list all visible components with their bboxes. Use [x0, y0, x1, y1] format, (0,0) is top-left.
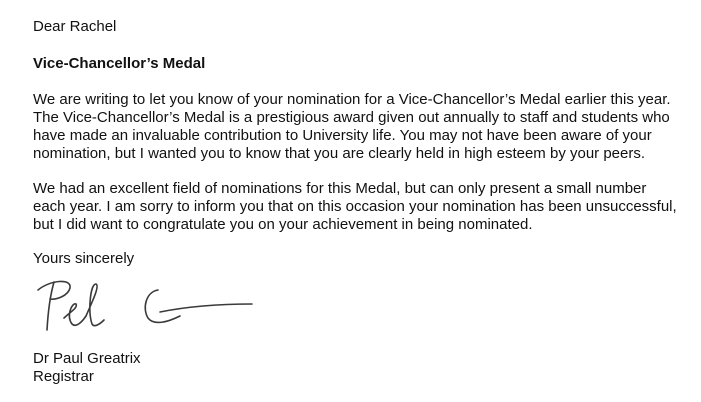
paragraph-2-line: each year. I am sorry to inform you that on this occasion your nomination has been unsuccessful, — [33, 198, 677, 215]
paragraph-1-line: We are writing to let you know of your nomination for a Vice-Chancellor’s Medal earlier this year. — [33, 91, 671, 108]
closing: Yours sincerely — [33, 250, 135, 267]
salutation: Dear Rachel — [33, 18, 117, 35]
signatory-title: Registrar — [33, 368, 94, 385]
signatory-name: Dr Paul Greatrix — [33, 350, 141, 367]
handwritten-signature — [30, 272, 260, 344]
paragraph-2-line: but I did want to congratulate you on your achievement in being nominated. — [33, 216, 533, 233]
paragraph-1-line: nomination, but I wanted you to know that you are clearly held in high esteem by your peers. — [33, 145, 646, 162]
paragraph-1-line: The Vice-Chancellor’s Medal is a prestigious award given out annually to staff and students who — [33, 109, 670, 126]
paragraph-1-line: have made an invaluable contribution to University life. You may not have been aware of your — [33, 127, 652, 144]
paragraph-2-line: We had an excellent field of nominations for this Medal, but can only present a small number — [33, 180, 647, 197]
letter-heading: Vice-Chancellor’s Medal — [33, 55, 206, 72]
